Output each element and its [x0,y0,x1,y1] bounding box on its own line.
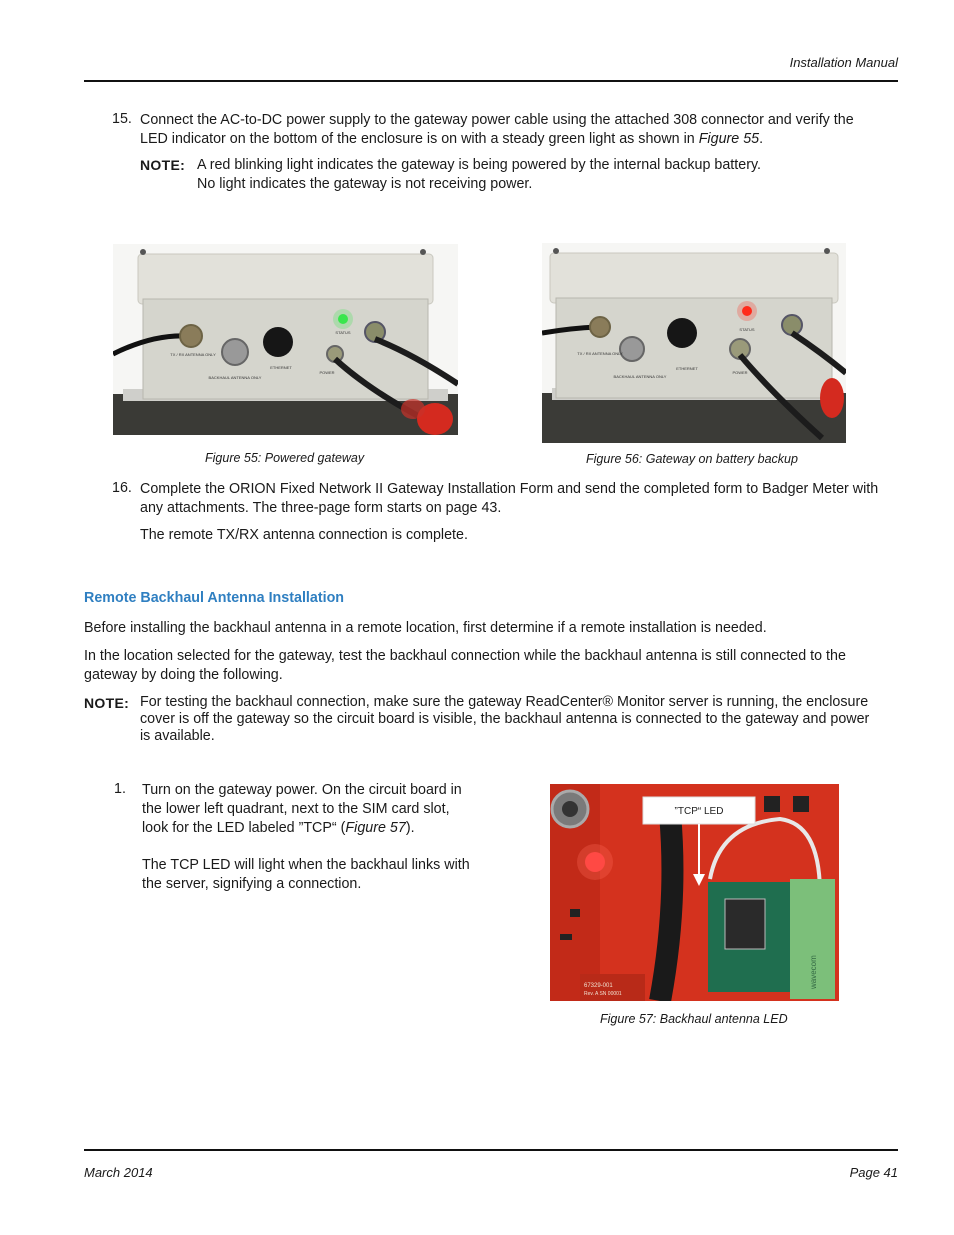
step-number: 1. [114,781,126,797]
note-line-1: A red blinking light indicates the gateway is being powered by the internal backup battery. [197,157,762,173]
label-txrx: TX / RX ANTENNA ONLY [577,351,623,356]
note-text [140,694,910,745]
note-line-1: For testing the backhaul connection, make sure the gateway ReadCenter® Monitor server is running, the enclosure [140,694,869,710]
note-line-2: cover is off the gateway so the circuit board is visible, the backhaul antenna is connected to the gateway and power [140,711,870,727]
step-1-text: Turn on the gateway power. On the circuit board in the lower left quadrant, next to the SIM card slot, look for the LED labeled ”TCP“ (Figure 57). [142,782,462,836]
figure-55-caption: Figure 55: Powered gateway [205,451,365,465]
label-ethernet: ETHERNET [676,366,698,371]
tcp-callout-label: ”TCP“ LED [674,806,724,817]
step-15-line-1: Connect the AC-to-DC power supply to the gateway power cable using the attached 308 connector and verify the [140,112,854,128]
running-header-title: Installation Manual [789,55,898,70]
label-power: POWER [319,370,335,375]
footer-page-number: Page 41 [849,1165,898,1180]
label-status: STATUS [335,330,351,335]
footer-rule [84,1149,898,1151]
board-label-part: 67329-001 [584,983,613,989]
section-paragraph-2: In the location selected for the gateway, test the backhaul connection while the backhaul antenna is still connected to the gateway by doing the following. [84,648,846,683]
step-16-paragraph: The remote TX/RX antenna connection is complete. [140,527,468,543]
figure-57-image [550,784,839,1001]
step-number: 16. [112,480,132,496]
step-16-text [140,480,910,518]
figure-reference: Figure 57 [345,820,406,836]
note-line-3: is available. [140,728,215,744]
figure-reference: Figure 55 [698,131,760,147]
step-1-paragraph: The TCP LED will light when the backhaul links with the server, signifying a connection. [142,857,470,892]
label-status: STATUS [739,327,755,332]
footer-date: March 2014 [84,1165,153,1180]
label-backhaul: BACKHAUL ANTENNA ONLY [613,374,667,379]
label-txrx: TX / RX ANTENNA ONLY [170,352,216,357]
header-rule [84,80,898,82]
board-label-serial: Rev. A SN 00001 [584,991,622,997]
module-brand: wavecom [809,955,818,989]
step-15-text [140,111,900,149]
figure-57-caption: Figure 57: Backhaul antenna LED [600,1012,788,1026]
step-16-line-1: Complete the ORION Fixed Network II Gateway Installation Form and send the completed form to Badger Meter with [140,481,879,497]
figure-56-image [542,243,846,443]
figure-55-image [113,244,458,435]
note-line-2: No light indicates the gateway is not receiving power. [197,176,533,192]
section-heading: Remote Backhaul Antenna Installation [84,590,345,606]
label-power: POWER [732,370,748,375]
step-15-line-2: LED indicator on the bottom of the enclosure is on with a steady green light as shown in Figure 55. [140,131,764,147]
label-ethernet: ETHERNET [270,365,292,370]
figure-56-caption: Figure 56: Gateway on battery backup [586,452,798,466]
label-backhaul: BACKHAUL ANTENNA ONLY [208,375,262,380]
step-number: 15. [112,111,132,127]
note-label: NOTE: [84,695,130,711]
note-label: NOTE: [140,157,186,173]
step-16-line-2: any attachments. The three-page form starts on page 43. [140,500,502,516]
note-text [197,156,761,194]
section-paragraph-1: Before installing the backhaul antenna in a remote location, first determine if a remote installation is needed. [84,620,767,636]
